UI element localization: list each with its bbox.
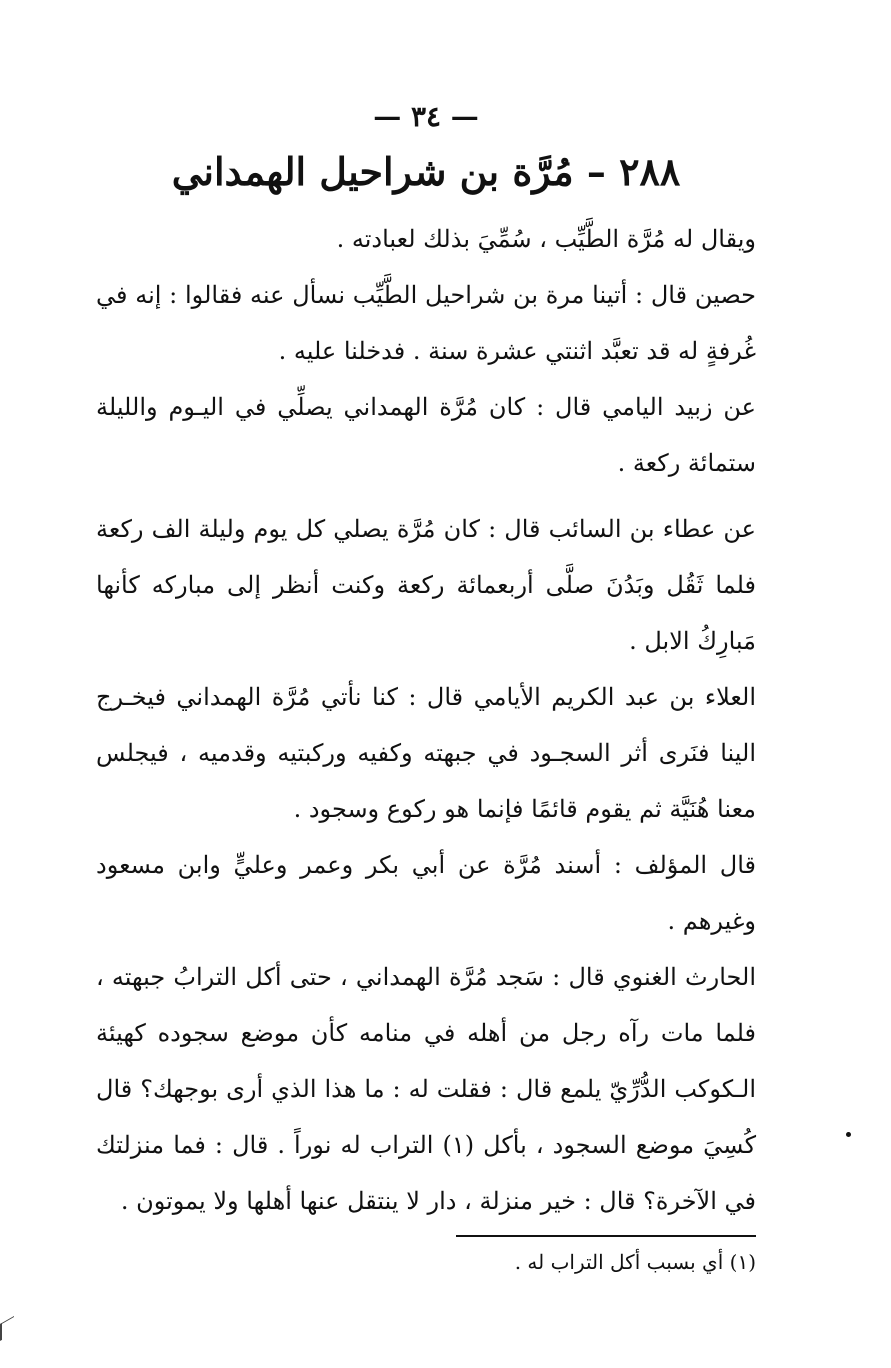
footnote: (١) أي بسبب أكل التراب له . bbox=[514, 1250, 756, 1274]
page-number: — ٣٤ — bbox=[373, 100, 479, 133]
paragraph-6: قال المؤلف : أسند مُرَّة عن أبي بكر وعمر وعليٍّ وابن مسعود وغيرهم . bbox=[96, 851, 756, 935]
page-edge-mark bbox=[0, 1316, 14, 1341]
paragraph-1: ويقال له مُرَّة الطَّيِّب ، سُمِّيَ بذلك لعبادته . bbox=[336, 225, 756, 253]
paragraph-3: عن زبيد اليامي قال : كان مُرَّة الهمداني يصلِّي في اليـوم والليلة ستمائة ركعة . bbox=[96, 393, 756, 477]
entry-heading: ٢٨٨ – مُرَّة بن شراحيل الهمداني bbox=[171, 149, 681, 194]
book-page bbox=[96, 100, 756, 1283]
paragraph-5: العلاء بن عبد الكريم الأيامي قال : كنا نأتي مُرَّة الهمداني فيخـرج الينا فنَرى أثر السجـود في جبهته وكفيه وركبتيه وقدميه ، فيجلس معنا هُنَيَّة ثم يقوم قائمًا فإنما هو ركوع وسجود . bbox=[96, 683, 756, 823]
paragraph-7: الحارث الغنوي قال : سَجد مُرَّة الهمداني ، حتى أكل الترابُ جبهته ، فلما مات رآه رجل من أهله في منامه كأن موضع سجوده كهيئة الـكوكب الدُّرِّيّ يلمع قال : فقلت له : ما هذا الذي أرى بوجهك؟ قال كُسِيَ موضع السجود ، بأكل (١) التراب له نوراً . قال : فما منزلتك في الآخرة؟ قال : خير منزلة ، دار لا ينتقل عنها أهلها ولا يموتون . bbox=[96, 963, 756, 1215]
stray-ink-dot bbox=[846, 1132, 851, 1137]
paragraph-2: حصين قال : أتينا مرة بن شراحيل الطَّيِّب نسأل عنه فقالوا : إنه في غُرفةٍ له قد تعبَّد اثنتي عشرة سنة . فدخلنا عليه . bbox=[96, 281, 756, 365]
paragraph-4: عن عطاء بن السائب قال : كان مُرَّة يصلي كل يوم وليلة الف ركعة فلما ثَقُل وبَدُنَ صلَّى أربعمائة ركعة وكنت أنظر إلى مباركه كأنها مَبارِكُ الابل . bbox=[96, 515, 757, 655]
footnote-divider bbox=[456, 1235, 756, 1237]
